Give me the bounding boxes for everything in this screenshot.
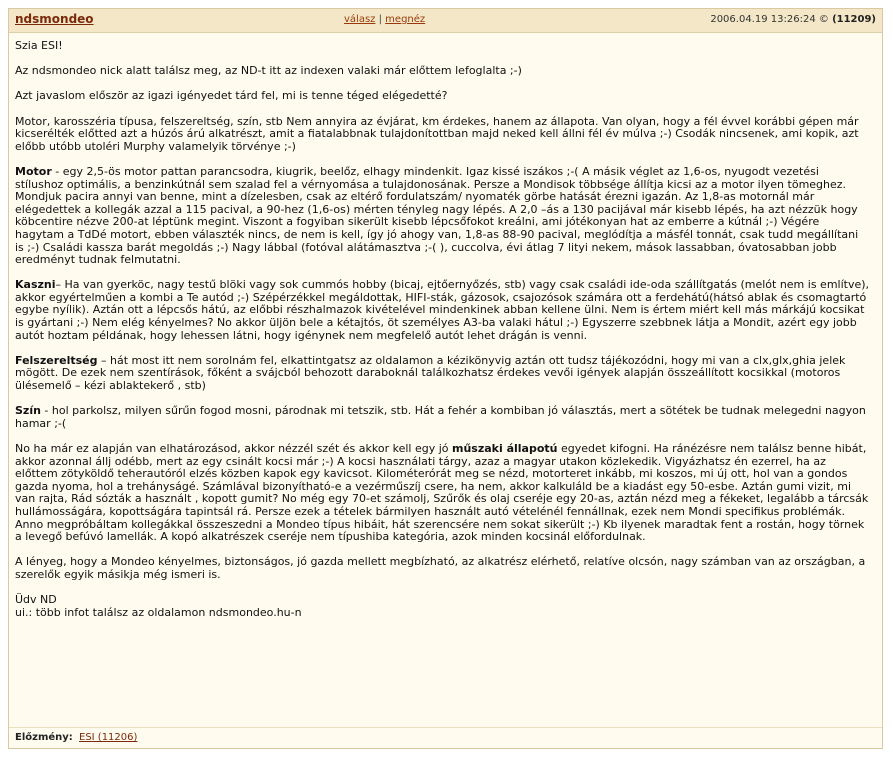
kaszni-text: – Ha van gyerköc, nagy testű blöki vagy sok cummós hobby (bicaj, ejtőernyőzés, stb) vagy csak családi ide-oda szállítgatás (melót nem is említve), akkor egyértelműen a kombi a Te autód ;-) Szépérzékkel megáldottak, HIFI-sták, gázosok, csajozósok számára ott a ferdehátú(hátsó ablak és csomagtartó egybe nyílik). Aztán ott a lépcsős hátú, az előbbi részhalmazok kivételével mindenkinek abban kellene ülni. Nem is értem miért kell más márkájú kocsikat is gyártani ;-) Nem elég kényelmes? No akkor üljön bele a kétajtós, öt személyes A3-ba valaki hátul ;-) Egyszerre szebbnek látja a Mondit, azért egy jobb autót hoztam példának, hogy lehessen látni, hogy igénynek nem megfelelő autót lehet drágán is venni. (15, 278, 870, 342)
forum-post (8, 8, 883, 749)
post-footer (9, 727, 882, 748)
post-body (15, 40, 870, 619)
kaszni-heading: Kaszni (15, 278, 56, 292)
paragraph-kaszni (15, 279, 870, 342)
post-id: (11209) (832, 14, 876, 25)
previous-label: Előzmény: (15, 732, 73, 743)
allapot-bold: műszaki állapotú (452, 442, 558, 455)
post-header (9, 9, 882, 33)
greeting: Szia ESI! (15, 39, 63, 52)
view-link[interactable]: megnéz (385, 14, 426, 25)
paragraph-felszereltseg (15, 355, 870, 393)
signature-line: Üdv ND (15, 593, 57, 607)
actions-separator: | (378, 14, 382, 25)
paragraph-nick: Az ndsmondeo nick alatt találsz meg, az ND-t itt az indexen valaki már előttem lefoglalta ;-) (15, 64, 522, 78)
paragraph-motor (15, 166, 870, 267)
allapot-pre: No ha már ez alapján van elhatározásod, akkor nézzél szét és akkor kell egy jó (15, 442, 452, 455)
paragraph-criteria: Motor, karosszéria típusa, felszereltség, szín, stb Nem annyira az évjárat, km érdekes, hanem az állapota. Van olyan, hogy a fél évvel korábbi gépen már kicserélték előtted azt a húzós árú alkatrészt, amit a fiatalabbnak tulajdonítottban majd neked kell állni fél év múlva ;-) Csodák nincsenek, ami kopik, azt előbb utóbb utoléri Murphy valamelyik törvénye ;-) (15, 114, 859, 153)
felszereltseg-heading: Felszereltség (15, 353, 98, 367)
signature (15, 594, 870, 619)
paragraph-advice: Azt javaslom először az igazi igényedet tárd fel, mi is tenne téged elégedetté? (15, 89, 448, 103)
szin-text: - hol parkolsz, milyen sűrűn fogod mosni, párodnak mi tetszik, stb. Hát a fehér a kombiban jó választás, mert a sötétek be tudnak melegedni nagyon hamar ;-( (15, 404, 866, 430)
paragraph-allapot (15, 443, 870, 544)
paragraph-summary: A lényeg, hogy a Mondeo kényelmes, biztonságos, jó gazda mellett megbízható, az alkatrész elérhető, relatíve olcsón, nagy számban van az országban, a szerelők egyik másikja még ismeri is. (15, 555, 866, 581)
reply-link[interactable]: válasz (344, 14, 376, 25)
allapot-post: egyedet kifogni. Ha ránézésre nem találsz benne hibát, akkor azonnal állj odébb, mert az egy csinált kocsi már ;-) A kocsi használati tárgy, azaz a magyar utakon közlekedik. Vigyázhatsz én ezerrel, ha az előttem zötyköldő teherautóról elzés közben kapok egy kavicsot. Kilométerórát meg se nézd, motorteret inkább, mi koszos, mi új ott, hol van a gondos gazda nyoma, hol a trehányságé. Számlával bizonyítható-e a vezérműszíj csere, ha nem, akkor kalkuláld be a kiadást egy 50-esbe. Aztán gumi vizit, mi van rajta, Rád sózták a használt , kopott gumit? No még egy 70-et számolj, Szűrők és olaj cseréje egy 20-as, aztán nézd meg a fékeket, legalább a tárcsák hullámosságára, kopottságára tapintsál rá. Persze ezek a tételek bármilyen használt autó vételénél fennállnak, ezek nem Mondi specifikus problémák. Anno megpróbáltam kollegákkal összeszedni a Mondeo típus hibáit, hát szerencsére nem sokat sikerült ;-) Kb ilyenek maradtak fent a rostán, hogy törnek a levegő befúvó lamellák. A kopó alkatrészek cseréje nem típushiba kategória, azok minden kocsinál előfordulnak. (15, 442, 869, 544)
motor-heading: Motor (15, 164, 52, 178)
felszereltseg-text: – hát most itt nem sorolnám fel, elkattintgatsz az oldalamon a kézikönyvig aztán ott tudsz tájékozódni, hogy mi van a clx,glx,ghia jelek mögött. De ezek nem szentírások, főként a svájcból behozott daraboknál találkozhatsz érdekes vevői igények alapján összeállított kocsikkal (motoros ülésemelő – kézi ablaktekerő , stb) (15, 353, 846, 393)
copyright-icon: © (818, 14, 829, 25)
szin-heading: Szín (15, 404, 41, 418)
previous-post-link[interactable]: ESI (11206) (79, 732, 138, 743)
paragraph-szin (15, 405, 870, 430)
postscript-line: ui.: több infot találsz az oldalamon ndsmondeo.hu-n (15, 605, 302, 619)
motor-text: - egy 2,5-ös motor pattan parancsodra, kiugrik, beelőz, elhagy mindenkit. Igaz kissé iszákos ;-( A másik véglet az 1,6-os, nyugodt vezetési stílushoz optimális, a benzinkútnál sem szalad fel a vérnyomása a tulajdonosának. Persze a Mondisok többsége állítja kicsi az a motor ilyen tömeghez. Mondjuk pacira annyi van benne, mint a dízelesben, csak az eltérő fordulatszám/ nyomaték görbe hatását érezni igazán. Az 1,8-as motornál már elégedettek a kollegák azzal a 115 pacival, a 90-hez (1,6-os) mérten tényleg nagy lépés. A 2,0 –ás a 130 pacijával már kisebb lépés, ha azt nézzük hogy köbcentire nézve 200-at léptünk megint. Viszont a fogyiban sikerült kisebb lépcsőfokot kreálni, ami jótékonyan hat az emberre a kútnál ;-) Végére hagytam a TdDé motort, ebben választék nincs, de nem is kell, így jó ahogy van, 1,8-as 88-90 pacival, meglódítja a másfél tonnát, csak tudd megállítani is ;-) Családi kassza barát megoldás ;-) Nagy lábbal (fotóval alátámasztva ;-( ), cuccolva, évi átlag 7 lityi nekem, mások lassabban, óvatosabban jobb eredményt tudnak felmutatni. (15, 164, 859, 267)
post-actions (344, 14, 425, 25)
author-link[interactable]: ndsmondeo (15, 12, 94, 26)
post-meta (710, 14, 876, 25)
post-datetime: 2006.04.19 13:26:24 (710, 14, 816, 25)
